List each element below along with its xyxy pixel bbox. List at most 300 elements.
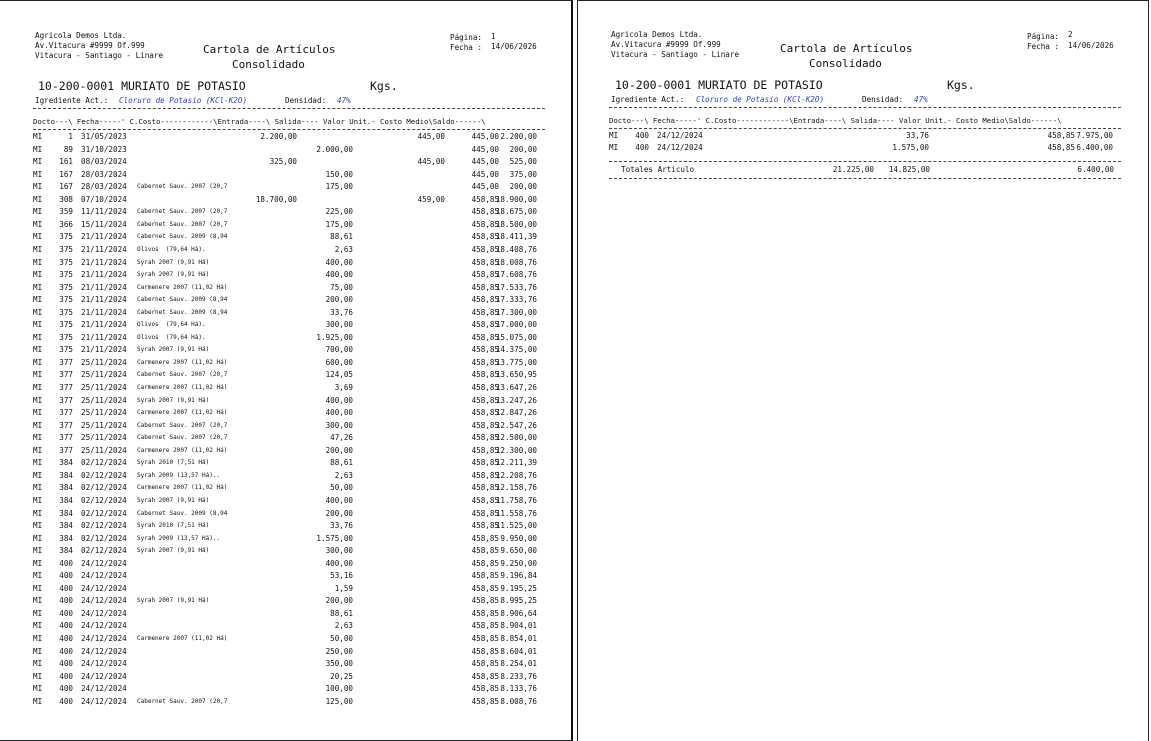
doc-number-cell: 400	[59, 621, 73, 631]
costo-medio-cell: 458,85	[471, 445, 499, 455]
divider	[33, 129, 545, 130]
costo-medio-cell: 458,85	[471, 257, 499, 267]
cost-center-cell: Carmenere 2007 (11,02 Há)	[137, 409, 228, 417]
table-row	[33, 344, 553, 357]
saldo-cell: 13.775,00	[495, 357, 537, 367]
doc-number-cell: 375	[59, 244, 73, 254]
doc-number-cell: 384	[59, 470, 73, 480]
saldo-cell: 15.075,00	[495, 332, 537, 342]
salida-cell: 88,61	[330, 608, 353, 618]
date-cell: 31/05/2023	[81, 132, 127, 141]
saldo-cell: 17.300,00	[495, 307, 537, 317]
salida-cell: 175,00	[325, 182, 353, 192]
doc-type-cell: MI	[609, 143, 619, 153]
salida-cell: 175,00	[325, 219, 353, 229]
doc-number-cell: 400	[59, 583, 73, 593]
date-cell: 24/12/2024	[81, 671, 127, 681]
doc-type-cell: MI	[33, 270, 43, 280]
doc-type-cell: MI	[33, 659, 43, 669]
date-cell: 25/11/2024	[81, 433, 127, 443]
table-row	[33, 294, 553, 307]
company-address: Av.Vitacura #9999 Of.999	[35, 41, 145, 50]
date-cell: 24/12/2024	[81, 571, 127, 581]
column-header-line: Docto---\ Fecha-----' C.Costo------------\Entrada----\ Salida---- Valor Unit.- Costo Medio\Saldo------\	[609, 116, 1062, 125]
table-row	[33, 169, 553, 182]
doc-type-cell: MI	[33, 345, 43, 355]
costo-medio-cell: 458,85	[471, 634, 499, 643]
doc-number-cell: 359	[59, 207, 73, 217]
date-cell: 24/12/2024	[657, 131, 703, 140]
doc-type-cell: MI	[33, 696, 43, 706]
doc-type-cell: MI	[33, 282, 43, 292]
salida-cell: 400,00	[325, 558, 353, 568]
date-cell: 21/11/2024	[81, 232, 127, 242]
doc-type-cell: MI	[33, 433, 43, 443]
doc-type-cell: MI	[33, 445, 43, 455]
date-cell: 25/11/2024	[81, 445, 127, 455]
date-cell: 08/03/2024	[81, 157, 127, 167]
table-row	[33, 658, 553, 671]
doc-number-cell: 377	[59, 395, 73, 405]
costo-medio-cell: 458,85	[471, 232, 499, 242]
divider	[33, 108, 545, 109]
saldo-cell: 13.647,26	[495, 383, 537, 392]
saldo-cell: 8.233,76	[500, 671, 537, 681]
doc-number-cell: 384	[59, 546, 73, 556]
doc-type-cell: MI	[33, 383, 43, 392]
saldo-cell: 8.995,25	[500, 596, 537, 606]
company-name: Agricola Demos Ltda.	[611, 30, 703, 39]
saldo-cell: 12.547,26	[495, 420, 537, 430]
table-row	[33, 495, 553, 508]
doc-number-cell: 375	[59, 295, 73, 305]
saldo-cell: 18.500,00	[495, 219, 537, 229]
cost-center-cell: Syrah 2007 (9,91 Há)	[137, 496, 210, 504]
doc-type-cell: MI	[33, 671, 43, 681]
doc-type-cell: MI	[33, 295, 43, 305]
doc-number-cell: 400	[59, 684, 73, 694]
saldo-cell: 9.250,00	[500, 558, 537, 568]
costo-medio-cell: 458,85	[471, 583, 499, 593]
table-row	[33, 683, 553, 696]
saldo-cell: 17.000,00	[495, 320, 537, 330]
saldo-cell: 18.900,00	[495, 194, 537, 204]
cost-center-cell: Carmenere 2007 (11,02 Há)	[137, 283, 228, 291]
date-cell: 28/03/2024	[81, 182, 127, 192]
costo-medio-cell: 458,85	[471, 671, 499, 681]
date-cell: 24/12/2024	[81, 596, 127, 606]
doc-type-cell: MI	[33, 370, 43, 380]
costo-medio-cell: 458,85	[471, 646, 499, 656]
salida-cell: 200,00	[325, 508, 353, 518]
ingredient-label: Igrediente Act.:	[35, 96, 109, 105]
date-cell: 02/12/2024	[81, 521, 127, 531]
doc-type-cell: MI	[33, 232, 43, 242]
report-subtitle: Consolidado	[232, 58, 305, 71]
salida-cell: 1.925,00	[316, 332, 353, 342]
doc-number-cell: 384	[59, 483, 73, 493]
salida-cell: 150,00	[325, 169, 353, 179]
company-city: Vitacura - Santiago - Linare	[611, 50, 740, 59]
cost-center-cell: Cabernet Sauv. 2009 (8,94	[137, 308, 228, 316]
costo-medio-cell: 458,85	[471, 420, 499, 430]
doc-number-cell: 377	[59, 357, 73, 367]
cost-center-cell: Olivos (79,64 Há).	[137, 245, 206, 253]
table-row	[33, 545, 553, 558]
divider	[609, 107, 1121, 108]
salida-cell: 50,00	[330, 483, 353, 493]
doc-type-cell: MI	[33, 332, 43, 342]
saldo-cell: 7.975,00	[1076, 131, 1113, 140]
item-title: 10-200-0001 MURIATO DE POTASIO	[38, 79, 246, 93]
cost-center-cell: Cabernet Sauv. 2009 (8,94	[137, 296, 228, 304]
report-page-2	[577, 0, 1149, 741]
saldo-cell: 8.254,01	[500, 659, 537, 669]
costo-medio-cell: 458,85	[471, 659, 499, 669]
saldo-cell: 11.525,00	[495, 521, 537, 531]
doc-type-cell: MI	[33, 169, 43, 179]
salida-cell: 33,76	[330, 521, 353, 531]
doc-type-cell: MI	[33, 244, 43, 254]
costo-medio-cell: 458,85	[471, 357, 499, 367]
doc-number-cell: 375	[59, 282, 73, 292]
date-cell: 21/11/2024	[81, 282, 127, 292]
valor-unit-cell: 459,00	[417, 194, 445, 204]
salida-cell: 200,00	[325, 596, 353, 606]
doc-type-cell: MI	[33, 608, 43, 618]
saldo-cell: 8.854,01	[500, 634, 537, 643]
doc-number-cell: 400	[59, 671, 73, 681]
saldo-cell: 6.400,00	[1076, 143, 1113, 153]
item-title: 10-200-0001 MURIATO DE POTASIO	[615, 78, 823, 92]
table-row	[33, 369, 553, 382]
salida-cell: 1.575,00	[892, 143, 929, 153]
saldo-cell: 9.950,00	[500, 533, 537, 543]
table-row	[33, 457, 553, 470]
doc-number-cell: 377	[59, 408, 73, 418]
date-cell: 24/12/2024	[81, 646, 127, 656]
costo-medio-cell: 458,85	[471, 533, 499, 543]
doc-type-cell: MI	[33, 257, 43, 267]
doc-type-cell: MI	[33, 546, 43, 556]
date-cell: 21/11/2024	[81, 257, 127, 267]
doc-type-cell: MI	[33, 357, 43, 367]
saldo-cell: 2.200,00	[500, 132, 537, 141]
salida-cell: 200,00	[325, 295, 353, 305]
salida-cell: 88,61	[330, 458, 353, 468]
table-row	[33, 194, 553, 207]
salida-cell: 225,00	[325, 207, 353, 217]
salida-cell: 2,63	[334, 470, 353, 480]
page-number: 1	[491, 32, 496, 41]
date-label: Fecha :	[1027, 42, 1060, 51]
date-cell: 24/12/2024	[81, 696, 127, 706]
table-row	[33, 533, 553, 546]
doc-type-cell: MI	[33, 646, 43, 656]
date-cell: 21/11/2024	[81, 345, 127, 355]
entrada-cell: 18.700,00	[255, 194, 297, 204]
doc-type-cell: MI	[609, 131, 619, 140]
date-cell: 02/12/2024	[81, 495, 127, 505]
costo-medio-cell: 458,85	[471, 483, 499, 493]
totals-row	[578, 164, 1149, 177]
doc-type-cell: MI	[33, 420, 43, 430]
doc-number-cell: 377	[59, 420, 73, 430]
saldo-cell: 18.675,00	[495, 207, 537, 217]
table-row	[33, 558, 553, 571]
table-row	[33, 646, 553, 659]
table-row	[33, 395, 553, 408]
cost-center-cell: Carmenere 2007 (11,02 Há)	[137, 635, 228, 642]
cost-center-cell: Carmenere 2007 (11,02 Há)	[137, 384, 228, 391]
costo-medio-cell: 458,85	[471, 345, 499, 355]
saldo-cell: 17.533,76	[495, 282, 537, 292]
totals-saldo: 6.400,00	[1077, 165, 1114, 174]
cost-center-cell: Syrah 2007 (9,91 Há)	[137, 271, 210, 279]
doc-number-cell: 377	[59, 383, 73, 392]
costo-medio-cell: 458,85	[471, 383, 499, 392]
doc-type-cell: MI	[33, 521, 43, 531]
saldo-cell: 11.758,76	[495, 495, 537, 505]
doc-type-cell: MI	[33, 533, 43, 543]
report-title: Cartola de Artículos	[780, 42, 913, 55]
salida-cell: 47,26	[330, 433, 353, 443]
doc-type-cell: MI	[33, 182, 43, 192]
table-row	[609, 142, 1129, 155]
item-unit: Kgs.	[370, 79, 398, 93]
table-row	[33, 432, 553, 445]
costo-medio-cell: 458,85	[471, 194, 499, 204]
salida-cell: 75,00	[330, 282, 353, 292]
salida-cell: 124,05	[325, 370, 353, 380]
doc-type-cell: MI	[33, 157, 43, 167]
doc-number-cell: 375	[59, 345, 73, 355]
saldo-cell: 11.558,76	[495, 508, 537, 518]
table-row	[33, 131, 553, 144]
page-label: Página:	[450, 33, 483, 42]
doc-type-cell: MI	[33, 307, 43, 317]
doc-type-cell: MI	[33, 495, 43, 505]
cost-center-cell: Cabernet Sauv. 2009 (8,94	[137, 233, 228, 241]
cost-center-cell: Syrah 2007 (9,91 Há)	[137, 396, 210, 404]
doc-number-cell: 400	[59, 634, 73, 643]
doc-type-cell: MI	[33, 483, 43, 493]
saldo-cell: 13.650,95	[495, 370, 537, 380]
doc-number-cell: 375	[59, 270, 73, 280]
saldo-cell: 8.904,01	[500, 621, 537, 631]
table-row	[33, 319, 553, 332]
totals-salida: 14.825,00	[888, 165, 930, 174]
date-cell: 02/12/2024	[81, 533, 127, 543]
ingredient-label: Igrediente Act.:	[611, 95, 685, 104]
salida-cell: 2,63	[334, 244, 353, 254]
date-label: Fecha :	[450, 43, 483, 52]
saldo-cell: 525,00	[509, 157, 537, 167]
costo-medio-cell: 458,85	[471, 608, 499, 618]
saldo-cell: 12.158,76	[495, 483, 537, 493]
cost-center-cell: Cabernet Sauv. 2009 (8,94	[137, 509, 228, 517]
doc-type-cell: MI	[33, 684, 43, 694]
table-row	[33, 257, 553, 270]
saldo-cell: 200,00	[509, 144, 537, 154]
salida-cell: 33,76	[330, 307, 353, 317]
density-value: 47%	[337, 96, 351, 105]
page-label: Página:	[1027, 32, 1060, 41]
doc-number-cell: 400	[635, 143, 649, 153]
saldo-cell: 18.008,76	[495, 257, 537, 267]
company-name: Agricola Demos Ltda.	[35, 31, 127, 40]
doc-number-cell: 400	[59, 558, 73, 568]
totals-entrada: 21.225,00	[832, 165, 874, 174]
valor-unit-cell: 445,00	[417, 132, 445, 141]
saldo-cell: 12.500,00	[495, 433, 537, 443]
table-row	[33, 696, 553, 709]
date-cell: 02/12/2024	[81, 470, 127, 480]
doc-number-cell: 400	[59, 608, 73, 618]
costo-medio-cell: 458,85	[471, 307, 499, 317]
salida-cell: 300,00	[325, 546, 353, 556]
doc-number-cell: 400	[59, 659, 73, 669]
date-cell: 24/12/2024	[81, 659, 127, 669]
table-row	[33, 620, 553, 633]
cost-center-cell: Cabernet Sauv. 2007 (20,7	[137, 220, 228, 228]
saldo-cell: 17.608,76	[495, 270, 537, 280]
table-row	[33, 570, 553, 583]
costo-medio-cell: 458,85	[471, 558, 499, 568]
table-row	[33, 307, 553, 320]
density-label: Densidad:	[285, 96, 327, 105]
costo-medio-cell: 458,85	[471, 408, 499, 418]
salida-cell: 700,00	[325, 345, 353, 355]
salida-cell: 600,00	[325, 357, 353, 367]
cost-center-cell: Cabernet Sauv. 2007 (20,7	[137, 183, 228, 191]
saldo-cell: 12.208,76	[495, 470, 537, 480]
salida-cell: 33,76	[906, 131, 929, 140]
salida-cell: 350,00	[325, 659, 353, 669]
doc-number-cell: 1	[68, 132, 73, 141]
table-row	[33, 219, 553, 232]
date-cell: 25/11/2024	[81, 420, 127, 430]
cost-center-cell: Syrah 2010 (7,51 Há)	[137, 459, 210, 467]
table-row	[33, 608, 553, 621]
salida-cell: 300,00	[325, 420, 353, 430]
company-address: Av.Vitacura #9999 Of.999	[611, 40, 721, 49]
salida-cell: 100,00	[325, 684, 353, 694]
saldo-cell: 18.408,76	[495, 244, 537, 254]
salida-cell: 50,00	[330, 634, 353, 643]
totals-divider	[609, 161, 1121, 162]
table-row	[33, 332, 553, 345]
table-row	[33, 520, 553, 533]
saldo-cell: 9.650,00	[500, 546, 537, 556]
cost-center-cell: Syrah 2007 (9,91 Há)	[137, 258, 210, 266]
costo-medio-cell: 458,85	[471, 470, 499, 480]
doc-type-cell: MI	[33, 596, 43, 606]
costo-medio-cell: 458,85	[471, 270, 499, 280]
date-cell: 25/11/2024	[81, 395, 127, 405]
doc-number-cell: 400	[635, 131, 649, 140]
doc-number-cell: 384	[59, 533, 73, 543]
salida-cell: 300,00	[325, 320, 353, 330]
table-row	[33, 282, 553, 295]
cost-center-cell: Cabernet Sauv. 2007 (20,7	[137, 421, 228, 429]
saldo-cell: 17.333,76	[495, 295, 537, 305]
doc-type-cell: MI	[33, 194, 43, 204]
column-header-line: Docto---\ Fecha-----' C.Costo------------\Entrada----\ Salida---- Valor Unit.- Costo Medio\Saldo------\	[33, 117, 486, 126]
doc-type-cell: MI	[33, 207, 43, 217]
report-date: 14/06/2026	[491, 42, 537, 51]
date-cell: 25/11/2024	[81, 357, 127, 367]
doc-number-cell: 375	[59, 257, 73, 267]
density-label: Densidad:	[862, 95, 904, 104]
doc-type-cell: MI	[33, 621, 43, 631]
costo-medio-cell: 458,85	[471, 207, 499, 217]
cost-center-cell: Olivos (79,64 Há).	[137, 333, 206, 341]
costo-medio-cell: 458,85	[471, 295, 499, 305]
doc-type-cell: MI	[33, 508, 43, 518]
doc-number-cell: 308	[59, 194, 73, 204]
table-row	[33, 508, 553, 521]
table-row	[33, 357, 553, 370]
table-row	[609, 130, 1129, 143]
date-cell: 25/11/2024	[81, 383, 127, 392]
doc-number-cell: 384	[59, 458, 73, 468]
table-row	[33, 206, 553, 219]
doc-number-cell: 400	[59, 596, 73, 606]
costo-medio-cell: 458,85	[471, 696, 499, 706]
salida-cell: 200,00	[325, 445, 353, 455]
doc-type-cell: MI	[33, 320, 43, 330]
saldo-cell: 12.211,39	[495, 458, 537, 468]
table-row	[33, 382, 553, 395]
date-cell: 02/12/2024	[81, 458, 127, 468]
cost-center-cell: Syrah 2009 (13,57 Há)..	[137, 534, 221, 542]
salida-cell: 2.000,00	[316, 144, 353, 154]
cost-center-cell: Syrah 2010 (7,51 Há)	[137, 522, 210, 530]
costo-medio-cell: 458,85	[471, 546, 499, 556]
doc-type-cell: MI	[33, 558, 43, 568]
table-row	[33, 144, 553, 157]
doc-number-cell: 375	[59, 320, 73, 330]
doc-type-cell: MI	[33, 571, 43, 581]
cost-center-cell: Cabernet Sauv. 2007 (20,7	[137, 371, 228, 379]
saldo-cell: 8.906,64	[500, 608, 537, 618]
salida-cell: 250,00	[325, 646, 353, 656]
costo-medio-cell: 445,00	[471, 182, 499, 192]
saldo-cell: 13.247,26	[495, 395, 537, 405]
date-cell: 21/11/2024	[81, 270, 127, 280]
salida-cell: 400,00	[325, 408, 353, 418]
doc-number-cell: 384	[59, 508, 73, 518]
date-cell: 24/12/2024	[657, 143, 703, 153]
table-row	[33, 407, 553, 420]
cost-center-cell: Carmenere 2007 (11,02 Há)	[137, 358, 228, 366]
costo-medio-cell: 458,85	[471, 244, 499, 254]
date-cell: 21/11/2024	[81, 295, 127, 305]
table-row	[33, 470, 553, 483]
date-cell: 02/12/2024	[81, 483, 127, 493]
costo-medio-cell: 458,85	[471, 282, 499, 292]
cost-center-cell: Cabernet Sauv. 2007 (20,7	[137, 208, 228, 216]
cost-center-cell: Carmenere 2007 (11,02 Há)	[137, 446, 228, 454]
salida-cell: 400,00	[325, 270, 353, 280]
date-cell: 24/12/2024	[81, 684, 127, 694]
salida-cell: 1,59	[334, 583, 353, 593]
table-row	[33, 633, 553, 646]
entrada-cell: 325,00	[269, 157, 297, 167]
doc-number-cell: 375	[59, 232, 73, 242]
cost-center-cell: Syrah 2009 (13,57 Há)..	[137, 471, 221, 479]
